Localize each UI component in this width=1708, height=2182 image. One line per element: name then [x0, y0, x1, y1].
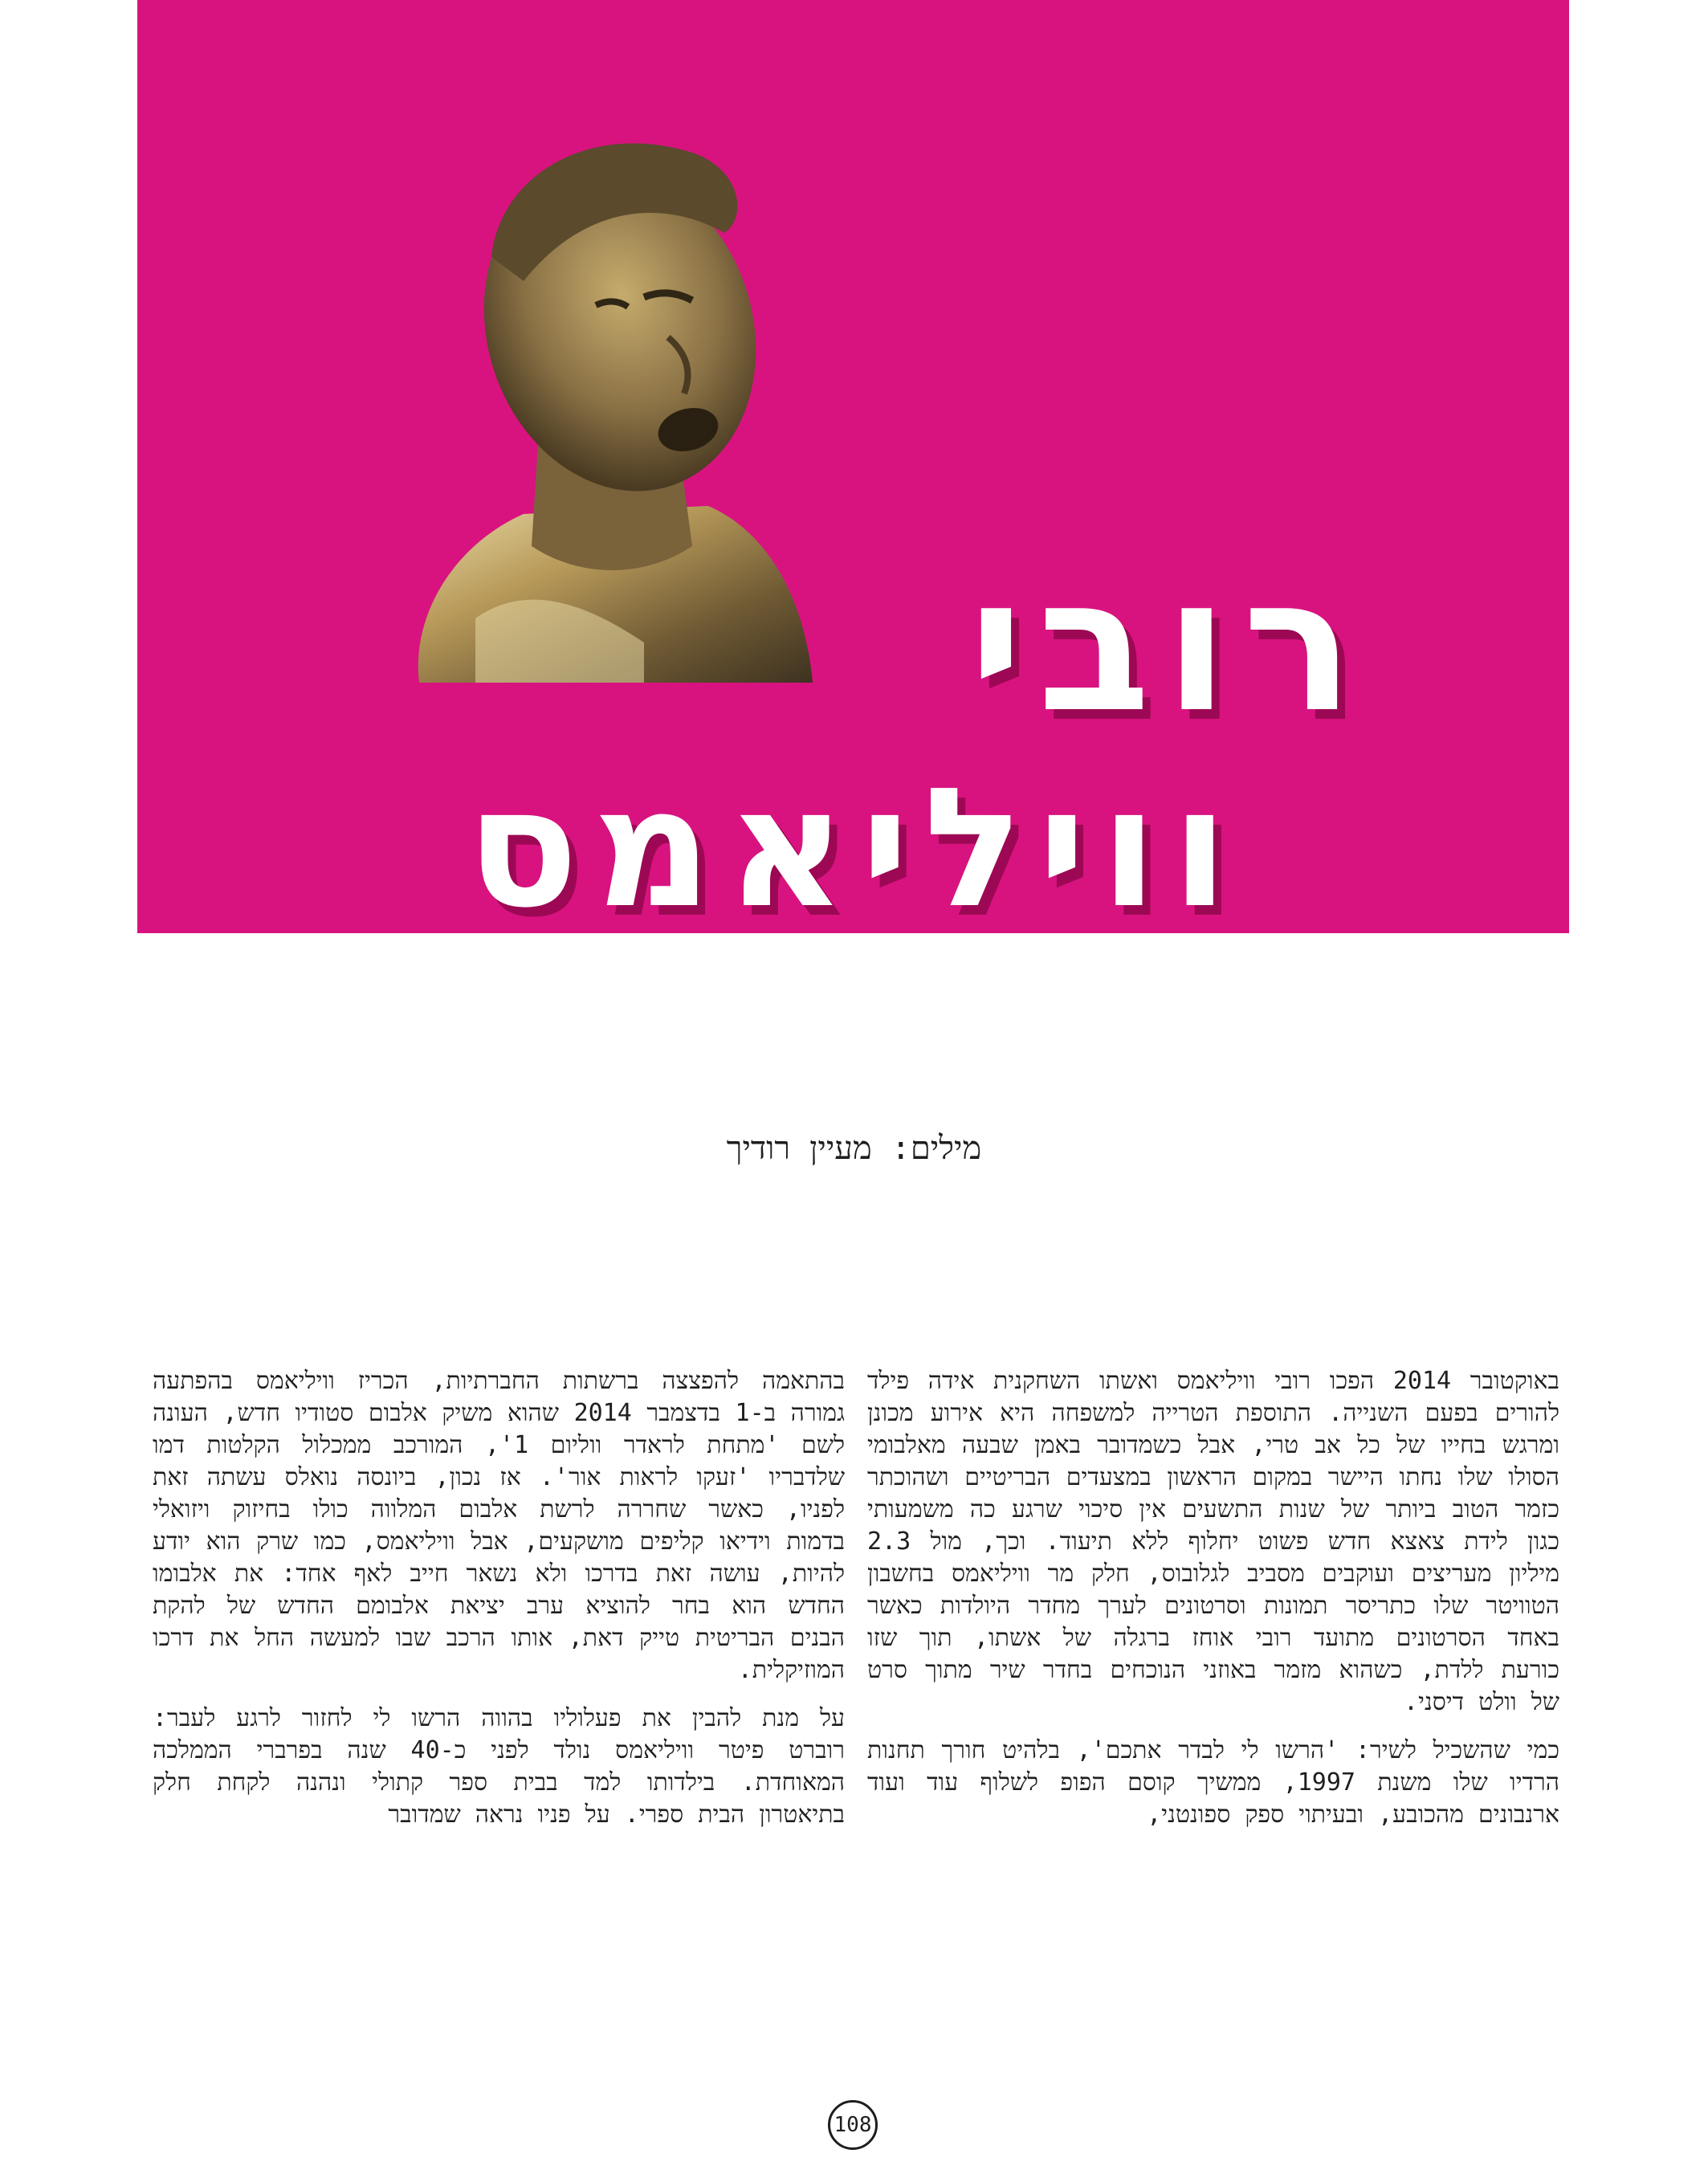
paragraph: בהתאמה להפצצה ברשתות החברתיות, הכריז וויליאמס בהפתעה גמורה ב-1 בדצמבר 2014 שהוא משיק אלבום סטודיו חדש, העונה לשם 'מתחת לראדר ווליום 1', המורכב ממכלול הקלטות דמו שלדבריו 'זעקו לראות אור'. אז נכון, ביונסה נואלס עשתה זאת לפניו, כאשר שחררה לרשת אלבום המלווה כולו בחיזוק ויזואלי בדמות וידיאו קליפים מושקעים, אבל וויליאמס, כמו שרק הוא יודע להיות, עושה זאת בדרכו ולא נשאר חייב לאף אחד: את אלבומו החדש הוא בחר להוציא ערב יציאת אלבומם החדש של להקת הבנים הבריטית טייק דאת, אותו הרכב שבו למעשה החל את דרכו המוזיקלית. — [153, 1367, 845, 1684]
headline-last-name: וויליאמס — [467, 753, 1243, 944]
article-column-left — [153, 1365, 845, 1847]
headline-first-name: רובי — [968, 539, 1368, 753]
byline: מילים: מעיין רודיך — [726, 1130, 982, 1167]
paragraph: על מנת להבין את פעלוליו בהווה הרשו לי לחזור לרגע לעבר: רוברט פיטר וויליאמס נולד לפני כ-40 שנה בפרברי הממלכה המאוחדת. בילדותו למד בבית ספר קתולי ונהנה לקחת חלק בתיאטרון הבית ספרי. על פניו נראה שמדובר — [153, 1704, 845, 1829]
bronze-bust-image — [403, 128, 821, 691]
hero-banner — [137, 0, 1569, 944]
paragraph: כמי שהשכיל לשיר: 'הרשו לי לבדר אתכם', בלהיט חורך תחנות הרדיו שלו משנת 1997, ממשיך קוסם הפופ לשלוף עוד ועוד ארנבונים מהכובע, ובעיתוי ספק ספונטני, — [867, 1736, 1559, 1829]
article-column-right — [867, 1365, 1559, 1847]
paragraph: באוקטובר 2014 הפכו רובי וויליאמס ואשתו השחקנית אידה פילד להורים בפעם השנייה. התוספת הטרייה למשפחה היא אירוע מכונן ומרגש בחייו של כל אב טרי, אבל כשמדובר באמן שבעה מאלבומי הסולו שלו נחתו היישר במקום הראשון במצעדים הבריטיים ושהוכתר כזמר הטוב ביותר של שנות התשעים אין סיכוי שרגע כה משמעותי כגון לידת צאצא חדש פשוט יחלוף ללא תיעוד. וכך, מול 2.3 מיליון מעריצים ועוקבים מסביב לגלובוס, חלק מר וויליאמס בחשבון הטוויטר שלו כתריסר תמונות וסרטונים לערך מחדר היולדות כאשר באחד הסרטונים מתועד רובי אוחז ברגלה של אשתו, תוך שזו כורעת ללדת, כשהוא מזמר באוזני הנוכחים בחדר שיר מתוך סרט של וולט דיסני. — [867, 1367, 1559, 1716]
page-number: 108 — [828, 2100, 878, 2150]
